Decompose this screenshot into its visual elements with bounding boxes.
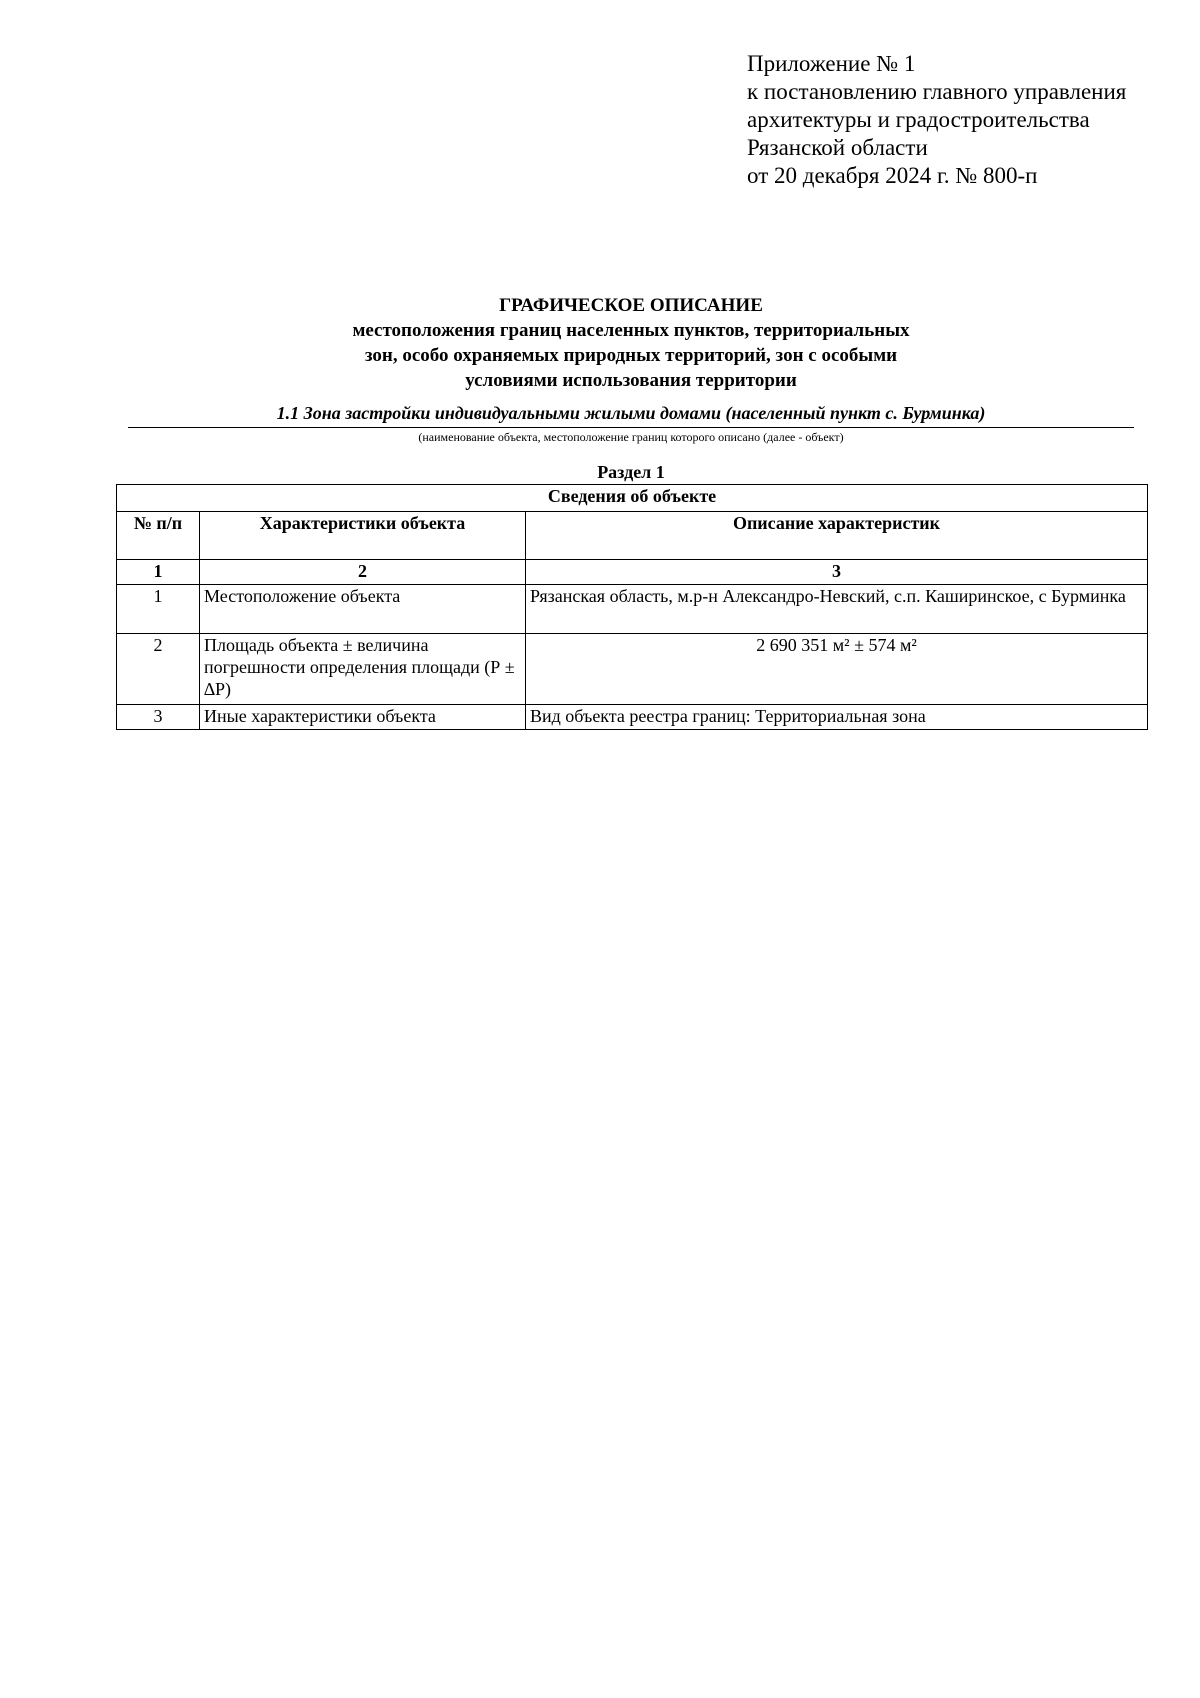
- appendix-line: Приложение № 1: [747, 51, 916, 76]
- appendix-line: архитектуры и градостроительства: [747, 107, 1090, 132]
- column-number: 1: [117, 560, 200, 585]
- row-characteristic: Местоположение объекта: [200, 585, 526, 634]
- title-line: зон, особо охраняемых природных территорий, зон с особыми: [364, 345, 898, 366]
- title-line: ГРАФИЧЕСКОЕ ОПИСАНИЕ: [499, 295, 763, 316]
- header-num: № п/п: [117, 512, 200, 560]
- header-characteristic: Характеристики объекта: [200, 512, 526, 560]
- table-caption: Сведения об объекте: [117, 485, 1148, 512]
- row-num: 1: [117, 585, 200, 634]
- object-name: 1.1 Зона застройки индивидуальными жилыми домами (населенный пункт с. Бурминка): [276, 403, 986, 423]
- table-caption-row: [117, 485, 1148, 512]
- column-number: 3: [526, 560, 1148, 585]
- column-number-row: [117, 560, 1148, 585]
- header-description: Описание характеристик: [526, 512, 1148, 560]
- title-line: местоположения границ населенных пунктов, территориальных: [352, 320, 910, 341]
- table-row: [117, 705, 1148, 730]
- table-row: [117, 585, 1148, 634]
- section-title: Раздел 1: [597, 462, 665, 482]
- row-description: Вид объекта реестра границ: Территориальная зона: [526, 705, 1148, 730]
- appendix-header: [747, 50, 1187, 190]
- row-description: 2 690 351 м² ± 574 м²: [526, 634, 1148, 705]
- row-characteristic: Площадь объекта ± величина погрешности определения площади (Р ± ∆Р): [200, 634, 526, 705]
- appendix-line: Рязанской области: [747, 135, 928, 160]
- table-row: [117, 634, 1148, 705]
- row-characteristic: Иные характеристики объекта: [200, 705, 526, 730]
- title-line: условиями использования территории: [465, 370, 797, 391]
- appendix-line: к постановлению главного управления: [747, 79, 1127, 104]
- table-header-row: [117, 512, 1148, 560]
- row-description: Рязанская область, м.р-н Александро-Невский, с.п. Каширинское, с Бурминка: [526, 585, 1148, 634]
- document-title: [128, 293, 1134, 393]
- object-name-caption: (наименование объекта, местоположение границ которого описано (далее - объект): [418, 430, 844, 444]
- row-num: 3: [117, 705, 200, 730]
- column-number: 2: [200, 560, 526, 585]
- object-info-table: [116, 484, 1148, 730]
- appendix-date-line: от 20 декабря 2024 г. № 800-п: [747, 163, 1038, 188]
- row-num: 2: [117, 634, 200, 705]
- object-name-underline: [128, 427, 1134, 428]
